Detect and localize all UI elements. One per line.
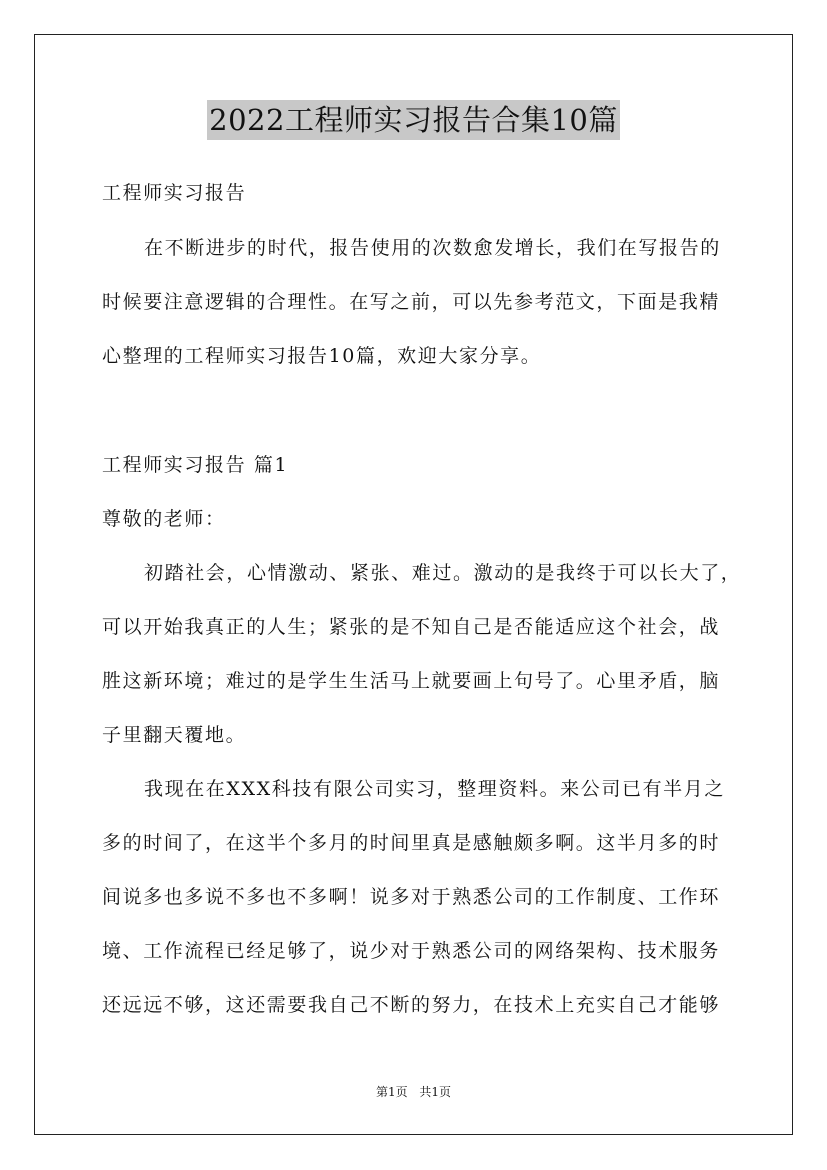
paragraph-1-line-2: 可以开始我真正的人生；紧张的是不知自己是否能适应这个社会，战: [102, 616, 721, 638]
intro-paragraph-line-2: 时候要注意逻辑的合理性。在写之前，可以先参考范文，下面是我精: [102, 291, 721, 313]
paragraph-1-line-1: 初踏社会，心情激动、紧张、难过。激动的是我终于可以长大了，: [144, 562, 742, 584]
paragraph-2-line-2: 多的时间了，在这半个多月的时间里真是感触颇多啊。这半月多的时: [102, 832, 721, 854]
page-total: 共1页: [419, 1085, 452, 1099]
paragraph-2-line-4: 境、工作流程已经足够了，说少对于熟悉公司的网络架构、技术服务: [102, 940, 721, 962]
salutation: 尊敬的老师：: [102, 508, 226, 530]
paragraph-2-line-5: 还远远不够，这还需要我自己不断的努力，在技术上充实自己才能够: [102, 994, 721, 1016]
document-title: 2022工程师实习报告合集10篇: [207, 100, 620, 140]
paragraph-2-line-1: 我现在在XXX科技有限公司实习，整理资料。来公司已有半月之: [144, 778, 725, 800]
paragraph-2-line-3: 间说多也多说不多也不多啊！说多对于熟悉公司的工作制度、工作环: [102, 886, 721, 908]
paragraph-1-line-3: 胜这新环境；难过的是学生生活马上就要画上句号了。心里矛盾，脑: [102, 670, 721, 692]
paragraph-1-line-4: 子里翻天覆地。: [102, 724, 247, 746]
page-footer: [0, 1084, 827, 1100]
article-heading: 工程师实习报告 篇1: [102, 454, 289, 476]
title-container: [0, 100, 827, 140]
intro-paragraph-line-1: 在不断进步的时代，报告使用的次数愈发增长，我们在写报告的: [144, 237, 721, 259]
section-heading: 工程师实习报告: [102, 182, 247, 204]
intro-paragraph-line-3: 心整理的工程师实习报告10篇，欢迎大家分享。: [102, 345, 542, 367]
page-number: 第1页: [375, 1085, 408, 1099]
